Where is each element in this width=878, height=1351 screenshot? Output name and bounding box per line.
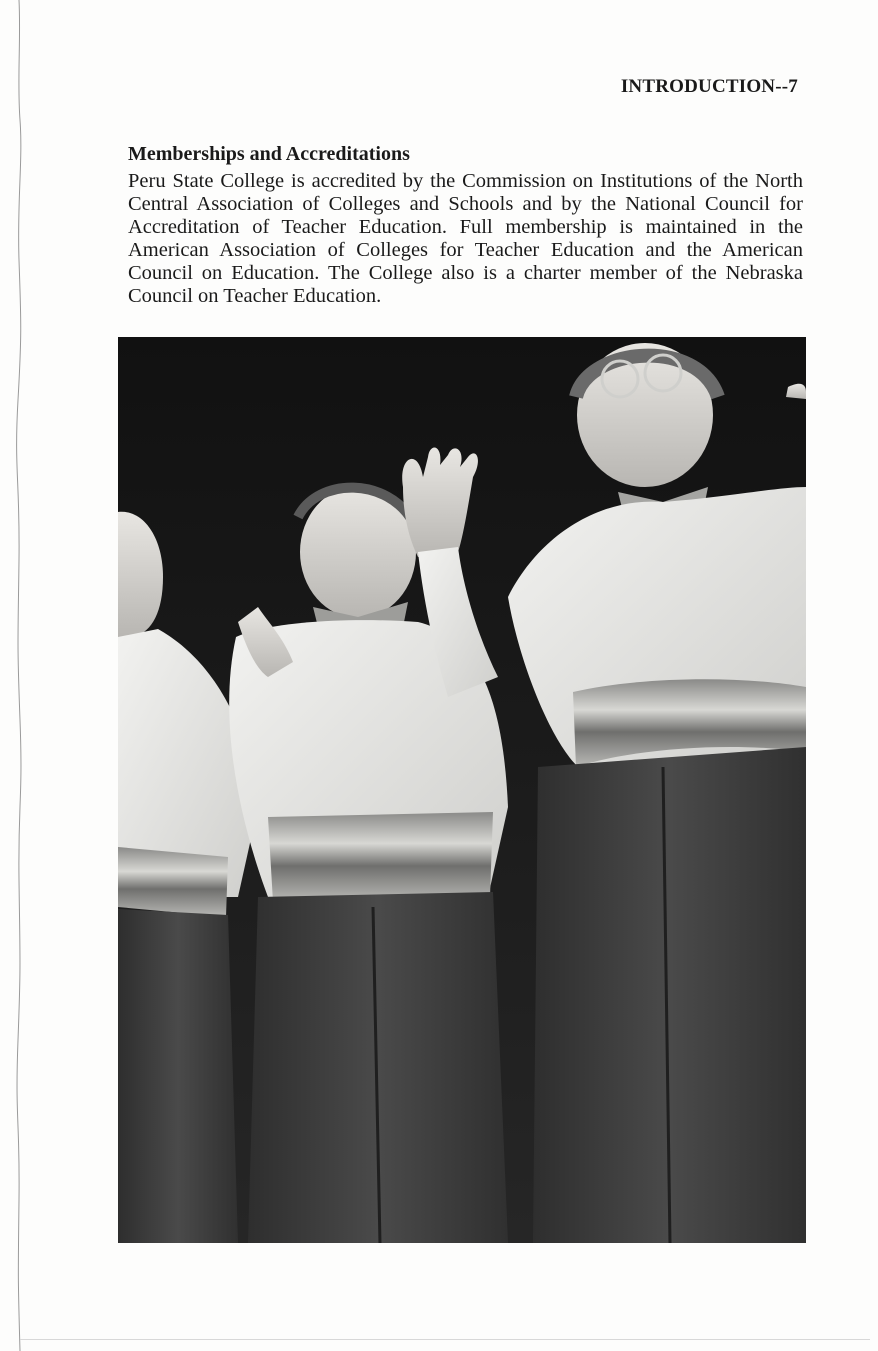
page-bottom-edge bbox=[20, 1339, 870, 1340]
photo-illustration bbox=[118, 337, 806, 1243]
section-body-text: Peru State College is accredited by the Commission on Institutions of the North Central Association of Colleges and Schools and by the National Council for Accreditation of Teacher Education. Full membership is maintained in the American Association of Colleges for Teacher Education and the American Council on Education. The College also is a charter member of the Nebraska Council on Teacher Education. bbox=[128, 170, 803, 307]
running-head: INTRODUCTION--7 bbox=[620, 76, 798, 97]
memberships-section bbox=[128, 142, 803, 308]
deckled-page-edge bbox=[14, 0, 24, 1351]
section-heading: Memberships and Accreditations bbox=[128, 143, 410, 165]
performers-photo bbox=[118, 337, 806, 1243]
